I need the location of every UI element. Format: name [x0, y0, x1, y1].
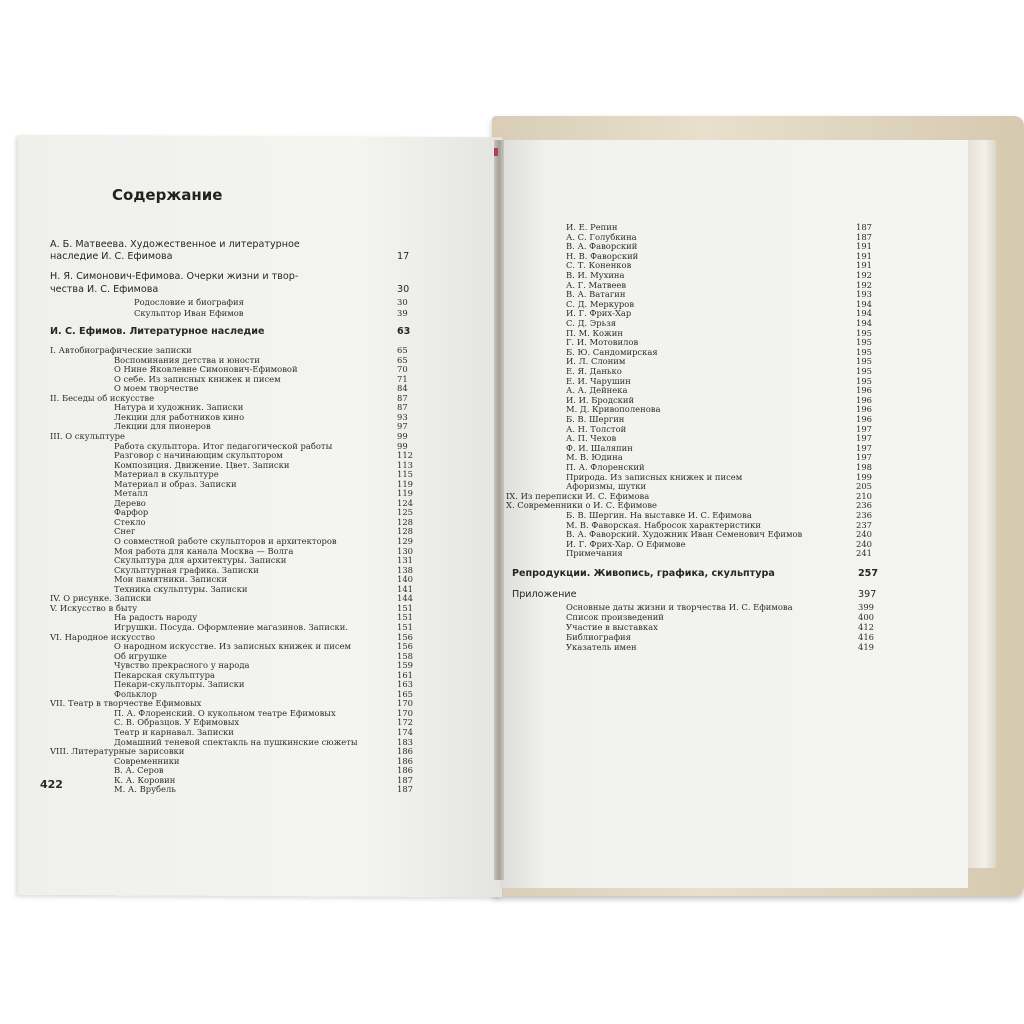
- toc-entry-page: 124: [397, 497, 413, 508]
- toc-entry-title: А. П. Чехов: [566, 433, 617, 444]
- toc-entry-title: Об игрушке: [114, 650, 167, 661]
- toc-entry-title: Современники: [114, 755, 180, 766]
- toc-entry: [114, 450, 283, 460]
- toc-entry-page: 397: [858, 589, 877, 600]
- toc-entry-page: 194: [856, 318, 872, 328]
- toc-entry: [50, 431, 125, 441]
- toc-entry-title: Е. И. Чарушин: [566, 375, 631, 386]
- toc-entry: [114, 565, 259, 575]
- toc-entry: [566, 612, 664, 622]
- toc-entry: [114, 517, 146, 527]
- toc-entry: [114, 651, 167, 661]
- toc-entry: [114, 469, 219, 479]
- toc-entry-page: 39: [397, 308, 408, 318]
- toc-entry-title: Указатель имен: [566, 642, 637, 652]
- toc-entry: [566, 529, 802, 539]
- toc-entry-title: Скульптурная графика. Записки: [114, 564, 259, 575]
- toc-entry-page: 196: [856, 414, 872, 424]
- toc-entry-page: 63: [397, 326, 411, 337]
- toc-entry: [114, 507, 148, 517]
- toc-entry-page: 195: [856, 327, 872, 338]
- toc-entry: [50, 746, 184, 756]
- toc-entry-title: Лекции для работников кино: [114, 411, 245, 422]
- toc-entry: [566, 376, 631, 386]
- toc-entry: [114, 441, 332, 451]
- toc-entry: [506, 491, 649, 501]
- toc-entry: [566, 318, 616, 328]
- toc-entry-page: 65: [397, 354, 408, 365]
- toc-entry-page: 165: [397, 688, 413, 699]
- toc-entry: [50, 240, 300, 250]
- toc-entry: [50, 698, 201, 708]
- toc-entry: [566, 462, 645, 472]
- toc-entry: [566, 520, 761, 530]
- toc-entry-title: Н. В. Фаворский: [566, 250, 639, 261]
- toc-entry-page: 197: [856, 423, 872, 434]
- toc-entry-page: 419: [858, 642, 874, 652]
- toc-entry-title: Мои памятники. Записки: [114, 574, 228, 585]
- toc-entry: [114, 383, 198, 393]
- toc-entry-title: В. А. Фаворский. Художник Иван Семенович Ефимов: [566, 529, 803, 540]
- toc-entry: [50, 603, 137, 613]
- toc-entry-page: 17: [397, 251, 410, 262]
- toc-entry-page: 99: [397, 440, 408, 451]
- toc-entry-page: 195: [856, 375, 872, 386]
- toc-entry: [512, 569, 775, 579]
- toc-entry: [134, 308, 244, 318]
- toc-entry-title: И. Г. Фрих-Хар: [566, 308, 632, 319]
- toc-entry-page: 412: [858, 622, 874, 632]
- toc-entry-page: 151: [397, 621, 413, 632]
- toc-entry-page: 191: [856, 250, 872, 261]
- toc-entry-title: С. В. Образцов. У Ефимовых: [114, 717, 240, 728]
- toc-entry-page: 240: [856, 529, 872, 540]
- toc-entry-page: 97: [397, 421, 408, 432]
- toc-entry-title: П. А. Флоренский. О кукольном театре Ефимовых: [114, 707, 336, 718]
- toc-entry: [114, 555, 286, 565]
- toc-entry-title: О народном искусстве. Из записных книжек и писем: [114, 641, 352, 652]
- toc-entry: [114, 708, 336, 718]
- toc-entry-title: Дерево: [114, 497, 146, 508]
- toc-entry-title: П. А. Флоренский: [566, 462, 645, 472]
- toc-entry-page: 30: [397, 284, 410, 295]
- toc-entry-title: С. Д. Эрьзя: [566, 318, 617, 328]
- toc-entry-title: Г. И. Мотовилов: [566, 337, 639, 348]
- toc-entry-title: Металл: [114, 488, 148, 499]
- toc-entry-page: 192: [856, 270, 872, 280]
- toc-entry: [50, 593, 151, 603]
- toc-entry-title: Пекарская скульптура: [114, 669, 215, 680]
- toc-entry-page: 197: [856, 442, 872, 453]
- toc-entry: [114, 584, 247, 594]
- toc-entry-page: 170: [397, 707, 413, 718]
- toc-entry-page: 193: [856, 289, 872, 300]
- toc-entry: [114, 737, 358, 747]
- toc-entry-title: На радость народу: [114, 612, 198, 623]
- toc-entry-title: А. А. Дейнека: [566, 385, 628, 396]
- toc-entry-page: 194: [856, 308, 872, 319]
- toc-entry: [566, 548, 623, 558]
- toc-entry-page: 172: [397, 717, 413, 728]
- toc-entry-page: 194: [856, 298, 872, 309]
- toc-entry-page: 161: [397, 669, 413, 680]
- toc-entry-title: I. Автобиографические записки: [50, 345, 192, 355]
- toc-entry: [114, 402, 243, 412]
- toc-entry: [566, 347, 658, 357]
- toc-entry: [566, 251, 638, 261]
- toc-entry: [50, 285, 158, 295]
- toc-entry-title: X. Современники о И. С. Ефимове: [506, 500, 658, 511]
- toc-entry-page: 163: [397, 679, 413, 690]
- toc-entry: [114, 622, 348, 632]
- toc-entry-title: Работа скульптора. Итог педагогической работы: [114, 440, 333, 451]
- toc-entry: [566, 241, 637, 251]
- toc-entry-title: С. Д. Меркуров: [566, 298, 635, 309]
- toc-entry-title: Список произведений: [566, 612, 664, 622]
- toc-entry: [566, 289, 625, 299]
- toc-entry-page: 186: [397, 755, 413, 766]
- toc-entry-page: 257: [858, 568, 879, 579]
- toc-entry-page: 198: [856, 462, 872, 472]
- toc-entry: [566, 299, 634, 309]
- toc-entry: [566, 270, 625, 280]
- toc-entry: [50, 327, 264, 337]
- toc-entry-title: Стекло: [114, 516, 146, 527]
- toc-entry-title: С. Т. Коненков: [566, 260, 632, 271]
- toc-entry: [50, 272, 298, 282]
- toc-entry-title: Б. В. Шергин. На выставке И. С. Ефимова: [566, 510, 752, 520]
- toc-entry: [566, 328, 623, 338]
- toc-entry-page: 197: [856, 433, 872, 444]
- toc-entry-title: Родословие и биография: [134, 297, 244, 307]
- toc-entry-title: IV. О рисунке. Записки: [50, 593, 152, 604]
- book-page-edge: [968, 140, 996, 868]
- toc-entry-title: VI. Народное искусство: [50, 631, 155, 642]
- toc-entry: [566, 443, 633, 453]
- toc-entry: [114, 775, 175, 785]
- toc-entry-page: 186: [397, 746, 413, 757]
- toc-entry: [566, 308, 631, 318]
- toc-entry: [114, 574, 227, 584]
- toc-entry: [512, 590, 577, 600]
- toc-entry-page: 187: [397, 784, 413, 795]
- toc-entry: [566, 356, 625, 366]
- toc-entry-page: 158: [397, 650, 413, 661]
- toc-entry-page: 128: [397, 516, 413, 527]
- toc-entry: [114, 374, 281, 384]
- toc-entry-page: 156: [397, 641, 413, 652]
- toc-entry-page: 187: [856, 231, 872, 242]
- toc-entry: [566, 510, 752, 520]
- toc-entry-title: Игрушки. Посуда. Оформление магазинов. Записки.: [114, 621, 348, 632]
- toc-entry-page: 159: [397, 660, 413, 671]
- toc-entry: [114, 412, 244, 422]
- toc-entry-title: В. И. Мухина: [566, 270, 625, 280]
- toc-entry-title: М. Д. Кривополенова: [566, 404, 661, 415]
- toc-entry-page: 84: [397, 383, 408, 394]
- spine-bookmark: [494, 148, 498, 156]
- toc-entry-page: 195: [856, 366, 872, 376]
- toc-entry: [114, 670, 215, 680]
- toc-entry-title: А. С. Голубкина: [566, 231, 637, 242]
- toc-entry-title: А. Г. Матвеев: [566, 279, 627, 290]
- toc-entry-title: М. В. Фаворская. Набросок характеристики: [566, 519, 761, 530]
- toc-entry-page: 416: [858, 632, 874, 642]
- toc-entry: [566, 385, 627, 395]
- toc-entry-title: Фольклор: [114, 688, 157, 699]
- toc-entry: [114, 717, 239, 727]
- toc-entry-title: Репродукции. Живопись, графика, скульптура: [512, 568, 775, 579]
- toc-entry: [114, 421, 211, 431]
- toc-entry-page: 241: [856, 548, 872, 559]
- toc-entry-page: 87: [397, 392, 408, 403]
- toc-entry-title: чества И. С. Ефимова: [50, 284, 159, 295]
- toc-entry-page: 65: [397, 345, 408, 355]
- toc-entry: [50, 393, 154, 403]
- toc-entry-page: 240: [856, 538, 872, 549]
- toc-entry-title: Основные даты жизни и творчества И. С. Ефимова: [566, 602, 793, 612]
- toc-entry-page: 205: [856, 481, 872, 492]
- toc-entry-title: Воспоминания детства и юности: [114, 354, 260, 365]
- toc-entry-title: Природа. Из записных книжек и писем: [566, 471, 743, 482]
- toc-entry: [566, 622, 658, 632]
- toc-entry-page: 119: [397, 478, 413, 489]
- toc-entry: [506, 500, 657, 510]
- toc-entry-title: IX. Из переписки И. С. Ефимова: [506, 490, 650, 501]
- toc-entry-title: В. А. Ватагин: [566, 289, 626, 300]
- toc-entry-title: М. В. Юдина: [566, 452, 623, 463]
- toc-entry-title: И. Г. Фрих-Хар. О Ефимове: [566, 538, 686, 549]
- toc-entry: [566, 395, 634, 405]
- toc-entry-title: Лекции для пионеров: [114, 421, 211, 432]
- toc-entry: [114, 546, 293, 556]
- toc-entry-title: О моем творчестве: [114, 383, 199, 394]
- toc-entry: [566, 222, 617, 232]
- toc-entry: [566, 404, 660, 414]
- toc-entry: [566, 280, 626, 290]
- book-spine: [494, 140, 504, 880]
- toc-entry: [566, 452, 623, 462]
- toc-entry: [566, 433, 616, 443]
- toc-entry-title: Ф. И. Шаляпин: [566, 442, 633, 453]
- toc-entry: [114, 479, 237, 489]
- toc-entry-title: М. А. Врубель: [114, 784, 176, 795]
- toc-entry-title: Скульптура для архитектуры. Записки: [114, 555, 287, 566]
- toc-entry-title: Приложение: [512, 589, 577, 600]
- toc-entry: [566, 632, 631, 642]
- toc-entry-title: И. И. Бродский: [566, 394, 635, 405]
- toc-entry: [114, 526, 135, 536]
- toc-entry-title: III. О скульптуре: [50, 430, 125, 441]
- toc-entry-title: Е. Я. Данько: [566, 366, 622, 376]
- toc-entry: [114, 355, 260, 365]
- toc-entry-title: Библиография: [566, 632, 631, 642]
- toc-entry: [114, 612, 197, 622]
- toc-entry: [50, 345, 192, 355]
- toc-entry: [114, 460, 289, 470]
- toc-entry-page: 138: [397, 564, 413, 575]
- toc-entry: [50, 252, 173, 262]
- toc-entry-title: О себе. Из записных книжек и писем: [114, 373, 281, 384]
- toc-entry-page: 151: [397, 602, 413, 613]
- toc-entry: [134, 297, 244, 307]
- toc-entry: [566, 232, 637, 242]
- toc-entry: [114, 689, 157, 699]
- toc-entry-title: И. Е. Репин: [566, 222, 618, 232]
- toc-entry: [114, 679, 244, 689]
- toc-entry: [114, 660, 249, 670]
- toc-entry-page: 186: [397, 765, 413, 776]
- toc-entry: [114, 727, 234, 737]
- toc-entry-page: 93: [397, 411, 408, 422]
- toc-entry-page: 187: [397, 774, 413, 785]
- toc-entry-page: 196: [856, 394, 872, 405]
- toc-entry-page: 195: [856, 356, 872, 367]
- toc-entry-page: 115: [397, 469, 413, 480]
- toc-entry: [566, 539, 686, 549]
- toc-entry-title: II. Беседы об искусстве: [50, 392, 155, 403]
- toc-entry-page: 130: [397, 545, 413, 556]
- toc-entry-title: Материал в скульптуре: [114, 469, 219, 480]
- toc-entry-title: И. Л. Слоним: [566, 356, 626, 367]
- toc-entry-page: 236: [856, 500, 872, 511]
- toc-entry-title: Снег: [114, 526, 136, 537]
- toc-entry-page: 400: [858, 612, 874, 622]
- toc-entry: [114, 784, 176, 794]
- toc-entry-title: V. Искусство в быту: [50, 602, 138, 613]
- toc-entry: [566, 602, 793, 612]
- toc-entry-title: К. А. Коровин: [114, 774, 176, 785]
- toc-entry: [566, 481, 646, 491]
- toc-entry-title: Композиция. Движение. Цвет. Записки: [114, 459, 290, 470]
- toc-entry-title: Натура и художник. Записки: [114, 402, 244, 413]
- toc-entry-title: А. Б. Матвеева. Художественное и литературное: [50, 239, 300, 250]
- toc-entry-page: 196: [856, 385, 872, 396]
- toc-entry: [566, 414, 624, 424]
- toc-entry-page: 191: [856, 241, 872, 252]
- toc-entry: [114, 765, 164, 775]
- toc-entry-page: 196: [856, 404, 872, 415]
- toc-entry-page: 197: [856, 452, 872, 463]
- toc-entry-page: 236: [856, 510, 872, 520]
- toc-entry-page: 192: [856, 279, 872, 290]
- toc-entry-title: VII. Театр в творчестве Ефимовых: [50, 698, 202, 709]
- toc-entry-page: 71: [397, 373, 408, 384]
- toc-entry-page: 141: [397, 583, 413, 594]
- toc-entry-title: Фарфор: [114, 507, 149, 518]
- toc-entry-page: 128: [397, 526, 413, 537]
- toc-entry-page: 174: [397, 727, 413, 737]
- toc-heading: Содержание: [112, 186, 223, 204]
- toc-entry-page: 119: [397, 488, 413, 499]
- toc-entry-title: Б. Ю. Сандомирская: [566, 346, 658, 357]
- toc-entry-page: 199: [856, 471, 872, 482]
- toc-entry: [114, 488, 148, 498]
- toc-entry: [114, 364, 298, 374]
- toc-entry-page: 30: [397, 297, 408, 307]
- toc-entry: [50, 632, 155, 642]
- toc-entry-title: Примечания: [566, 548, 623, 559]
- toc-entry-page: 195: [856, 346, 872, 357]
- toc-entry: [566, 472, 742, 482]
- toc-entry-title: Техника скульптуры. Записки: [114, 583, 248, 594]
- toc-entry-page: 237: [856, 519, 872, 530]
- page-number: 422: [40, 778, 63, 791]
- toc-entry-title: И. С. Ефимов. Литературное наследие: [50, 326, 265, 337]
- toc-entry-page: 125: [397, 507, 413, 518]
- toc-entry-page: 129: [397, 536, 413, 546]
- toc-entry-page: 144: [397, 593, 413, 604]
- toc-entry: [566, 337, 638, 347]
- toc-entry-title: Скульптор Иван Ефимов: [134, 308, 244, 318]
- toc-entry-page: 399: [858, 602, 874, 612]
- toc-entry-title: В. А. Фаворский: [566, 241, 638, 252]
- toc-entry-page: 140: [397, 574, 413, 585]
- toc-entry-page: 191: [856, 260, 872, 271]
- toc-entry-title: Моя работа для канала Москва — Волга: [114, 545, 294, 556]
- toc-entry-title: О совместной работе скульпторов и архитекторов: [114, 536, 337, 546]
- toc-entry: [566, 642, 637, 652]
- toc-entry-page: 70: [397, 364, 408, 375]
- toc-entry-page: 183: [397, 736, 413, 747]
- toc-entry-page: 113: [397, 459, 413, 470]
- toc-entry-title: В. А. Серов: [114, 765, 164, 776]
- toc-entry-title: П. М. Кожин: [566, 327, 623, 338]
- toc-entry-title: Материал и образ. Записки: [114, 478, 237, 489]
- toc-entry-title: А. Н. Толстой: [566, 423, 627, 434]
- toc-entry-page: 131: [397, 555, 413, 566]
- toc-entry-title: Афоризмы, шутки: [566, 481, 647, 492]
- toc-entry-page: 170: [397, 698, 413, 709]
- toc-entry-page: 156: [397, 631, 413, 642]
- toc-entry-title: VIII. Литературные зарисовки: [50, 746, 185, 757]
- toc-entry: [114, 641, 351, 651]
- toc-entry-page: 112: [397, 450, 413, 461]
- toc-entry-page: 210: [856, 490, 872, 501]
- toc-entry: [114, 498, 146, 508]
- toc-entry-title: О Нине Яковлевне Симонович-Ефимовой: [114, 364, 298, 375]
- toc-entry-title: наследие И. С. Ефимова: [50, 251, 173, 262]
- toc-entry-title: Участие в выставках: [566, 622, 658, 632]
- toc-entry-title: Театр и карнавал. Записки: [114, 727, 234, 737]
- toc-entry-page: 87: [397, 402, 408, 413]
- toc-entry-page: 187: [856, 222, 872, 232]
- toc-entry-title: Чувство прекрасного у народа: [114, 660, 250, 671]
- toc-entry-title: Б. В. Шергин: [566, 414, 625, 424]
- toc-entry: [566, 424, 626, 434]
- toc-entry-title: Пекари-скульпторы. Записки: [114, 679, 245, 690]
- toc-entry: [114, 756, 180, 766]
- toc-entry-title: Домашний теневой спектакль на пушкинские сюжеты: [114, 736, 358, 747]
- toc-entry-page: 99: [397, 430, 408, 441]
- toc-entry-title: Н. Я. Симонович-Ефимова. Очерки жизни и твор-: [50, 271, 299, 282]
- toc-entry: [566, 260, 631, 270]
- toc-entry: [114, 536, 337, 546]
- toc-entry-page: 195: [856, 337, 872, 348]
- toc-entry-page: 151: [397, 612, 413, 623]
- toc-entry-title: Разговор с начинающим скульптором: [114, 450, 283, 461]
- toc-entry: [566, 366, 622, 376]
